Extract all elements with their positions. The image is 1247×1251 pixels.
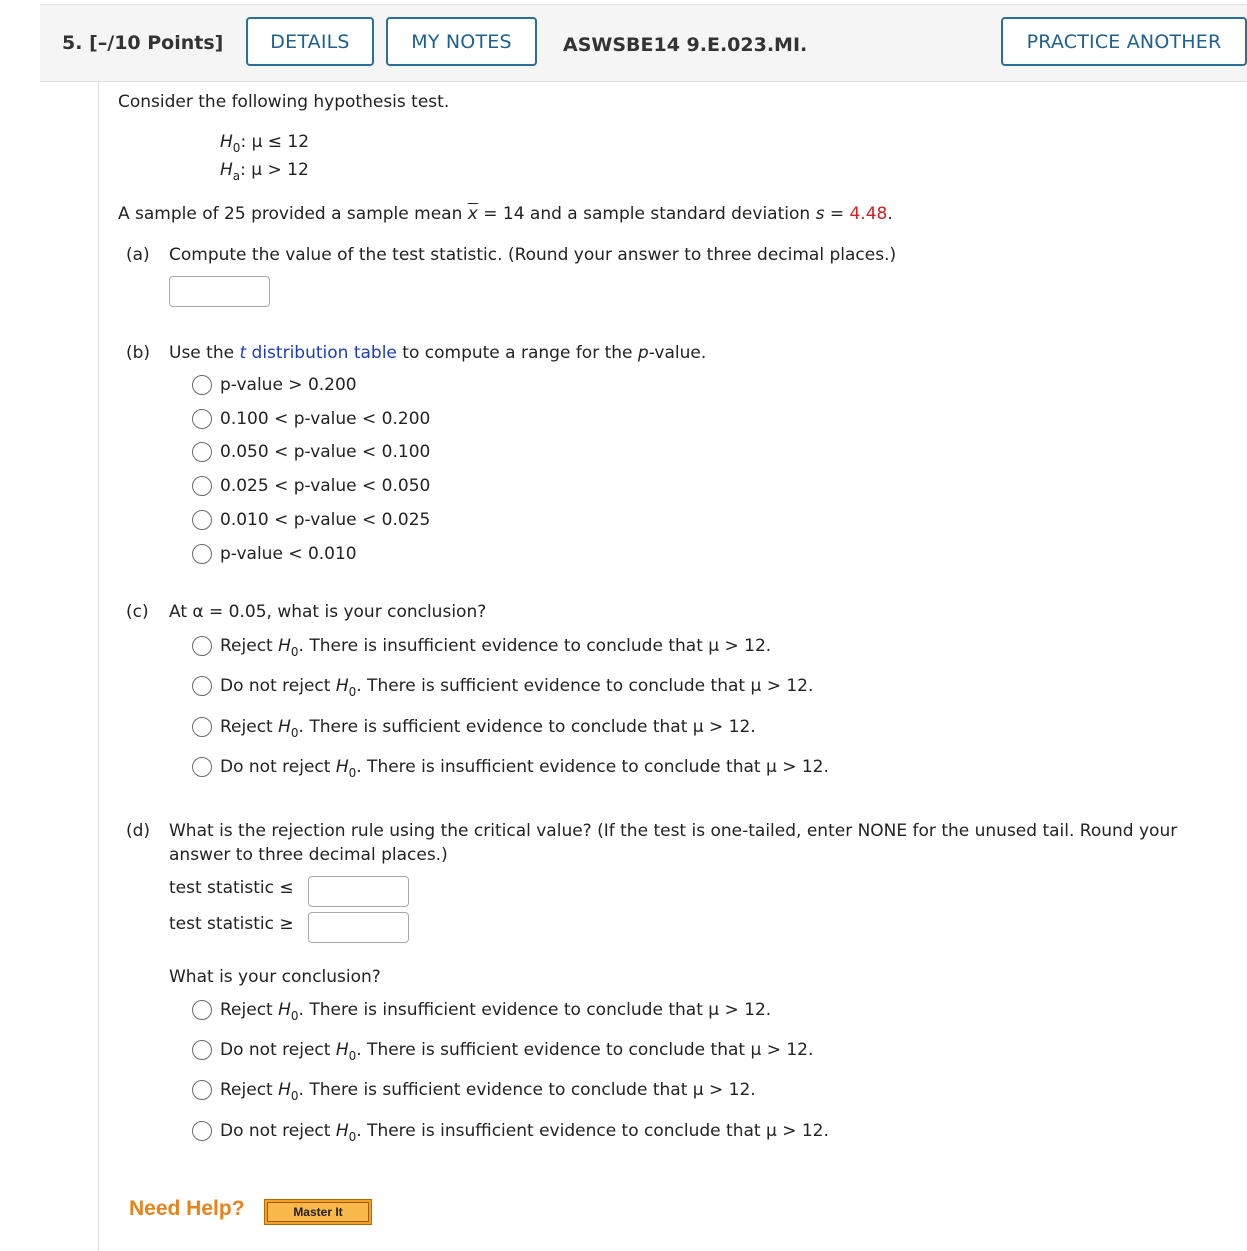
conclusion-c-option-3-radio[interactable] [192, 717, 212, 737]
p-value-option-2-radio[interactable] [192, 409, 212, 429]
my-notes-button[interactable]: MY NOTES [386, 17, 537, 66]
details-button[interactable]: DETAILS [246, 17, 374, 66]
p-value-option-4-radio[interactable] [192, 476, 212, 496]
conclusion-d-option-1-radio[interactable] [192, 1000, 212, 1020]
sample-description: A sample of 25 provided a sample mean $\overline{x} = 14$ and a sample standard deviation s = 4.48. [118, 204, 893, 224]
p-value-option-3-label: 0.050 < p-value < 0.100 [220, 442, 431, 462]
conclusion-d-option-3-radio[interactable] [192, 1080, 212, 1100]
part-d-question-line2: answer to three decimal places.) [169, 845, 448, 865]
null-hypothesis: $H_0$: μ ≤ 12 [220, 132, 310, 155]
master-it-label: Master It [267, 1202, 369, 1222]
part-d-label: (d) [126, 821, 151, 841]
critical-value-lower-label: test statistic ≤ [169, 878, 294, 898]
p-value-option-3-radio[interactable] [192, 442, 212, 462]
alternative-hypothesis: $H_a$: μ > 12 [220, 160, 309, 183]
part-d-question-line1: What is the rejection rule using the critical value? (If the test is one-tailed, enter NONE for the unused tail. Round your [169, 821, 1178, 841]
critical-value-upper-label: test statistic ≥ [169, 914, 294, 934]
part-a-label: (a) [126, 245, 150, 265]
t-distribution-table-link[interactable]: t distribution table [239, 343, 397, 363]
problem-intro: Consider the following hypothesis test. [118, 92, 450, 112]
critical-value-upper-input[interactable] [308, 912, 409, 943]
question-id: ASWSBE14 9.E.023.MI. [563, 34, 808, 56]
p-value-option-6-radio[interactable] [192, 544, 212, 564]
part-b-question: Use the t distribution table to compute a range for the p-value. [169, 343, 707, 363]
p-value-option-6-label: p-value < 0.010 [220, 544, 357, 564]
part-b-label: (b) [126, 343, 151, 363]
p-value-option-2-label: 0.100 < p-value < 0.200 [220, 409, 431, 429]
conclusion-c-option-2-label: Do not reject $H_0$. There is sufficient evidence to conclude that μ > 12. [220, 676, 814, 699]
test-statistic-input[interactable] [169, 276, 270, 307]
p-value-option-5-radio[interactable] [192, 510, 212, 530]
p-value-option-1-label: p-value > 0.200 [220, 375, 357, 395]
p-value-option-1-radio[interactable] [192, 375, 212, 395]
conclusion-d-option-3-label: Reject $H_0$. There is sufficient evidence to conclude that μ > 12. [220, 1080, 756, 1103]
p-value-option-4-label: 0.025 < p-value < 0.050 [220, 476, 431, 496]
question-number: 5. [–/10 Points] [62, 32, 224, 54]
p-value-option-5-label: 0.010 < p-value < 0.025 [220, 510, 431, 530]
conclusion-c-option-1-label: Reject $H_0$. There is insufficient evidence to conclude that μ > 12. [220, 636, 772, 659]
part-c-label: (c) [126, 602, 149, 622]
critical-value-lower-input[interactable] [308, 876, 409, 907]
master-it-button[interactable] [264, 1199, 372, 1225]
content-divider [98, 80, 99, 1251]
conclusion-d-option-1-label: Reject $H_0$. There is insufficient evidence to conclude that μ > 12. [220, 1000, 772, 1023]
conclusion-d-option-4-radio[interactable] [192, 1121, 212, 1141]
conclusion-d-option-4-label: Do not reject $H_0$. There is insufficient evidence to conclude that μ > 12. [220, 1121, 829, 1144]
part-a-question: Compute the value of the test statistic. (Round your answer to three decimal places.) [169, 245, 897, 265]
conclusion-d-option-2-radio[interactable] [192, 1040, 212, 1060]
conclusion-c-option-4-label: Do not reject $H_0$. There is insufficient evidence to conclude that μ > 12. [220, 757, 829, 780]
sample-sd-value: 4.48 [849, 204, 888, 224]
practice-another-button[interactable]: PRACTICE ANOTHER [1001, 17, 1247, 66]
conclusion-c-option-1-radio[interactable] [192, 636, 212, 656]
need-help-label: Need Help? [129, 1197, 245, 1220]
part-d-conclusion-question: What is your conclusion? [169, 967, 381, 987]
conclusion-c-option-2-radio[interactable] [192, 676, 212, 696]
question-header [40, 4, 1247, 82]
conclusion-c-option-4-radio[interactable] [192, 757, 212, 777]
part-c-question: At α = 0.05, what is your conclusion? [169, 602, 487, 622]
conclusion-d-option-2-label: Do not reject $H_0$. There is sufficient evidence to conclude that μ > 12. [220, 1040, 814, 1063]
conclusion-c-option-3-label: Reject $H_0$. There is sufficient evidence to conclude that μ > 12. [220, 717, 756, 740]
